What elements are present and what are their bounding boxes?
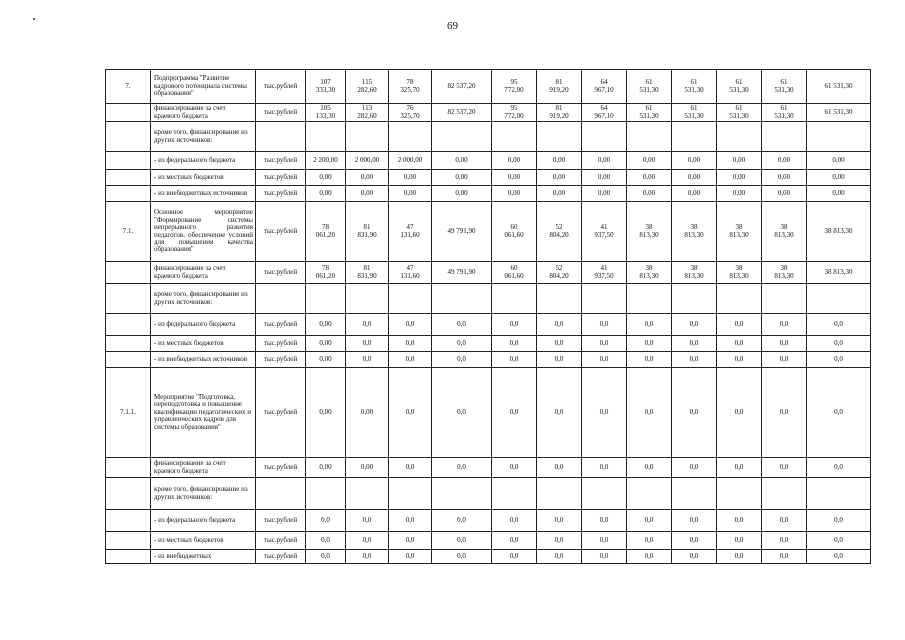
value-cell: 0,00 — [717, 152, 762, 170]
value-cell: 38 813,30 — [717, 202, 762, 262]
value-cell — [762, 478, 807, 510]
value-cell: 61 531,30 — [762, 70, 807, 104]
value-cell: 0,0 — [807, 550, 871, 564]
unit-cell: тыс.рублей — [256, 70, 306, 104]
value-cell — [537, 478, 582, 510]
value-cell: 0,0 — [582, 336, 627, 352]
value-cell: 0,0 — [762, 532, 807, 550]
description-cell: - из местных бюджетов — [151, 170, 256, 186]
value-cell: 0,0 — [627, 368, 672, 458]
description-cell: - из федерального бюджета — [151, 152, 256, 170]
value-cell: 0,0 — [627, 550, 672, 564]
value-cell: 0,00 — [717, 186, 762, 202]
value-cell: 0,0 — [627, 336, 672, 352]
value-cell: 0,0 — [389, 458, 432, 478]
value-cell: 0,0 — [717, 532, 762, 550]
value-cell: 0,00 — [389, 186, 432, 202]
unit-cell — [256, 284, 306, 314]
value-cell: 0,0 — [672, 510, 717, 532]
value-cell: 0,0 — [672, 336, 717, 352]
table-row — [106, 510, 871, 532]
table-row — [106, 550, 871, 564]
value-cell: 0,0 — [807, 314, 871, 336]
value-cell: 0,0 — [537, 368, 582, 458]
value-cell: 61 531,30 — [672, 70, 717, 104]
unit-cell — [256, 122, 306, 152]
value-cell: 0,0 — [717, 458, 762, 478]
value-cell: 113 282,60 — [346, 104, 389, 122]
description-cell: финансирование за счет краевого бюджета — [151, 458, 256, 478]
unit-cell: тыс.рублей — [256, 104, 306, 122]
value-cell: 49 791,90 — [432, 262, 492, 284]
row-number-cell — [106, 532, 151, 550]
value-cell: 0,0 — [762, 510, 807, 532]
value-cell: 52 804,20 — [537, 202, 582, 262]
value-cell: 0,0 — [346, 532, 389, 550]
table-row — [106, 368, 871, 458]
value-cell: 0,0 — [807, 352, 871, 368]
table-row — [106, 70, 871, 104]
value-cell: 78 325,70 — [389, 70, 432, 104]
value-cell: 0,0 — [807, 368, 871, 458]
value-cell: 0,00 — [537, 170, 582, 186]
value-cell: 0,00 — [672, 186, 717, 202]
value-cell: 0,00 — [762, 186, 807, 202]
value-cell — [492, 122, 537, 152]
value-cell: 0,0 — [492, 550, 537, 564]
value-cell: 0,0 — [492, 458, 537, 478]
table-row — [106, 152, 871, 170]
value-cell: 61 531,30 — [627, 104, 672, 122]
value-cell: 0,0 — [492, 352, 537, 368]
value-cell: 0,00 — [627, 152, 672, 170]
value-cell: 0,0 — [537, 458, 582, 478]
value-cell — [306, 122, 346, 152]
value-cell: 95 772,00 — [492, 104, 537, 122]
table-row — [106, 262, 871, 284]
value-cell — [807, 122, 871, 152]
value-cell: 38 813,30 — [762, 202, 807, 262]
value-cell: 0,0 — [432, 532, 492, 550]
description-cell: - из местных бюджетов — [151, 336, 256, 352]
unit-cell: тыс.рублей — [256, 458, 306, 478]
value-cell: 0,0 — [807, 336, 871, 352]
value-cell: 38 813,30 — [807, 202, 871, 262]
value-cell: 2 200,00 — [306, 152, 346, 170]
value-cell — [492, 478, 537, 510]
row-number-cell: 7.1. — [106, 202, 151, 262]
value-cell: 0,0 — [762, 314, 807, 336]
value-cell — [807, 478, 871, 510]
row-number-cell — [106, 170, 151, 186]
table-row — [106, 284, 871, 314]
value-cell: 0,00 — [807, 186, 871, 202]
value-cell: 0,0 — [582, 458, 627, 478]
value-cell: 0,0 — [306, 532, 346, 550]
value-cell: 105 133,30 — [306, 104, 346, 122]
value-cell: 0,0 — [807, 458, 871, 478]
value-cell: 0,00 — [432, 186, 492, 202]
value-cell: 0,0 — [627, 510, 672, 532]
value-cell — [389, 122, 432, 152]
value-cell: 0,0 — [346, 336, 389, 352]
value-cell: 38 813,30 — [627, 262, 672, 284]
unit-cell: тыс.рублей — [256, 352, 306, 368]
value-cell: 81 831,90 — [346, 202, 389, 262]
value-cell: 0,0 — [582, 368, 627, 458]
value-cell: 0,0 — [389, 550, 432, 564]
unit-cell: тыс.рублей — [256, 336, 306, 352]
value-cell: 0,0 — [389, 314, 432, 336]
value-cell: 0,00 — [306, 458, 346, 478]
value-cell: 2 000,00 — [346, 152, 389, 170]
value-cell: 115 282,60 — [346, 70, 389, 104]
value-cell — [672, 122, 717, 152]
value-cell: 49 791,90 — [432, 202, 492, 262]
value-cell: 0,0 — [672, 314, 717, 336]
value-cell: 0,0 — [389, 336, 432, 352]
value-cell: 0,0 — [492, 368, 537, 458]
value-cell — [537, 284, 582, 314]
value-cell — [627, 284, 672, 314]
value-cell — [346, 284, 389, 314]
row-number-cell: 7. — [106, 70, 151, 104]
value-cell: 0,0 — [432, 352, 492, 368]
description-cell: финансирование за счет краевого бюджета — [151, 104, 256, 122]
value-cell: 0,00 — [762, 170, 807, 186]
value-cell: 0,0 — [627, 352, 672, 368]
row-number-cell — [106, 314, 151, 336]
value-cell: 0,0 — [672, 458, 717, 478]
value-cell — [762, 284, 807, 314]
value-cell — [672, 284, 717, 314]
value-cell — [432, 478, 492, 510]
value-cell: 0,0 — [432, 550, 492, 564]
unit-cell: тыс.рублей — [256, 186, 306, 202]
value-cell: 60 061,60 — [492, 202, 537, 262]
value-cell — [582, 284, 627, 314]
value-cell: 0,00 — [432, 170, 492, 186]
description-cell: - из внебюджетных источников — [151, 186, 256, 202]
value-cell: 0,0 — [389, 510, 432, 532]
table-row — [106, 202, 871, 262]
unit-cell: тыс.рублей — [256, 532, 306, 550]
value-cell: 0,0 — [432, 458, 492, 478]
value-cell: 41 937,50 — [582, 262, 627, 284]
value-cell: 0,0 — [582, 314, 627, 336]
value-cell: 0,0 — [762, 550, 807, 564]
row-number-cell — [106, 152, 151, 170]
description-cell: кроме того, финансирование из других источников: — [151, 478, 256, 510]
value-cell: 0,0 — [717, 510, 762, 532]
value-cell: 0,0 — [537, 314, 582, 336]
value-cell: 0,0 — [582, 550, 627, 564]
value-cell: 61 531,30 — [672, 104, 717, 122]
row-number-cell — [106, 550, 151, 564]
value-cell: 0,0 — [537, 336, 582, 352]
row-number-cell — [106, 284, 151, 314]
value-cell — [306, 284, 346, 314]
value-cell: 0,00 — [432, 152, 492, 170]
unit-cell: тыс.рублей — [256, 510, 306, 532]
value-cell: 0,0 — [492, 314, 537, 336]
table-row — [106, 170, 871, 186]
value-cell: 0,0 — [346, 314, 389, 336]
value-cell — [432, 284, 492, 314]
description-cell: - из федерального бюджета — [151, 510, 256, 532]
value-cell: 0,00 — [492, 152, 537, 170]
value-cell: 61 531,30 — [807, 70, 871, 104]
value-cell: 64 967,10 — [582, 104, 627, 122]
value-cell: 76 325,70 — [389, 104, 432, 122]
value-cell — [717, 284, 762, 314]
row-number-cell: 7.1.1. — [106, 368, 151, 458]
value-cell: 61 531,30 — [717, 70, 762, 104]
value-cell: 38 813,30 — [807, 262, 871, 284]
unit-cell: тыс.рублей — [256, 314, 306, 336]
row-number-cell — [106, 478, 151, 510]
value-cell: 0,0 — [672, 352, 717, 368]
value-cell: 0,00 — [807, 152, 871, 170]
value-cell: 0,00 — [306, 352, 346, 368]
unit-cell: тыс.рублей — [256, 170, 306, 186]
value-cell: 38 813,30 — [762, 262, 807, 284]
budget-table — [105, 69, 871, 564]
value-cell: 81 831,90 — [346, 262, 389, 284]
row-number-cell — [106, 104, 151, 122]
value-cell: 61 531,30 — [717, 104, 762, 122]
table-row — [106, 104, 871, 122]
value-cell: 0,0 — [582, 532, 627, 550]
value-cell: 2 000,00 — [389, 152, 432, 170]
value-cell: 0,0 — [582, 510, 627, 532]
value-cell: 0,0 — [627, 458, 672, 478]
value-cell: 0,0 — [717, 550, 762, 564]
description-cell: - из федерального бюджета — [151, 314, 256, 336]
value-cell: 0,00 — [306, 336, 346, 352]
value-cell: 0,0 — [762, 368, 807, 458]
value-cell: 78 061,20 — [306, 202, 346, 262]
value-cell: 0,0 — [306, 510, 346, 532]
value-cell: 0,0 — [807, 532, 871, 550]
value-cell: 0,00 — [582, 152, 627, 170]
value-cell: 0,0 — [672, 532, 717, 550]
value-cell — [807, 284, 871, 314]
value-cell: 38 813,30 — [672, 202, 717, 262]
value-cell: 0,00 — [306, 368, 346, 458]
value-cell: 0,0 — [762, 336, 807, 352]
value-cell: 0,00 — [346, 368, 389, 458]
value-cell: 0,0 — [582, 352, 627, 368]
value-cell — [582, 478, 627, 510]
value-cell: 52 804,20 — [537, 262, 582, 284]
value-cell: 0,00 — [306, 170, 346, 186]
value-cell — [582, 122, 627, 152]
value-cell: 0,00 — [537, 186, 582, 202]
value-cell: 0,0 — [346, 550, 389, 564]
value-cell: 0,0 — [492, 532, 537, 550]
value-cell: 0,0 — [432, 314, 492, 336]
table-row — [106, 532, 871, 550]
row-number-cell — [106, 262, 151, 284]
unit-cell: тыс.рублей — [256, 202, 306, 262]
row-number-cell — [106, 458, 151, 478]
value-cell: 0,0 — [672, 550, 717, 564]
value-cell — [389, 478, 432, 510]
value-cell: 0,00 — [492, 186, 537, 202]
value-cell: 0,00 — [306, 314, 346, 336]
value-cell: 0,0 — [537, 352, 582, 368]
description-cell: Основное мероприятие "Формирование системы непрерывного развития педагогов, обеспечение условий для повышения качества образования" — [151, 202, 256, 262]
value-cell: 0,0 — [672, 368, 717, 458]
value-cell: 64 967,10 — [582, 70, 627, 104]
value-cell: 0,0 — [346, 510, 389, 532]
description-cell: - из внебюджетных источников — [151, 352, 256, 368]
value-cell: 0,0 — [492, 336, 537, 352]
value-cell — [717, 478, 762, 510]
value-cell — [346, 122, 389, 152]
table-row — [106, 458, 871, 478]
value-cell: 61 531,30 — [627, 70, 672, 104]
value-cell: 0,0 — [762, 352, 807, 368]
value-cell: 0,0 — [432, 368, 492, 458]
table-row — [106, 352, 871, 368]
table-row — [106, 314, 871, 336]
value-cell: 0,00 — [346, 170, 389, 186]
row-number-cell — [106, 122, 151, 152]
value-cell: 0,0 — [717, 352, 762, 368]
value-cell: 0,00 — [346, 458, 389, 478]
description-cell: Подпрограмма "Развитие кадрового потенциала системы образования" — [151, 70, 256, 104]
value-cell: 0,00 — [672, 152, 717, 170]
value-cell: 0,0 — [537, 550, 582, 564]
value-cell: 0,00 — [717, 170, 762, 186]
value-cell: 61 531,30 — [762, 104, 807, 122]
value-cell: 0,00 — [492, 170, 537, 186]
value-cell: 0,00 — [672, 170, 717, 186]
row-number-cell — [106, 336, 151, 352]
value-cell: 0,0 — [389, 368, 432, 458]
row-number-cell — [106, 510, 151, 532]
value-cell: 38 813,30 — [672, 262, 717, 284]
value-cell: 0,00 — [389, 170, 432, 186]
value-cell: 60 061,60 — [492, 262, 537, 284]
value-cell — [672, 478, 717, 510]
value-cell: 0,0 — [389, 532, 432, 550]
value-cell: 0,0 — [627, 314, 672, 336]
value-cell: 0,00 — [582, 170, 627, 186]
row-number-cell — [106, 186, 151, 202]
unit-cell: тыс.рублей — [256, 152, 306, 170]
value-cell: 95 772,00 — [492, 70, 537, 104]
value-cell — [492, 284, 537, 314]
value-cell: 0,00 — [582, 186, 627, 202]
value-cell: 0,0 — [346, 352, 389, 368]
value-cell — [389, 284, 432, 314]
value-cell: 38 813,30 — [717, 262, 762, 284]
page-number: 69 — [447, 20, 458, 32]
value-cell — [717, 122, 762, 152]
value-cell: 0,0 — [717, 336, 762, 352]
value-cell — [627, 478, 672, 510]
value-cell — [627, 122, 672, 152]
value-cell — [762, 122, 807, 152]
value-cell: 82 537,20 — [432, 104, 492, 122]
description-cell: финансирование за счет краевого бюджета — [151, 262, 256, 284]
value-cell: 81 919,20 — [537, 104, 582, 122]
value-cell: 0,00 — [346, 186, 389, 202]
value-cell: 0,0 — [389, 352, 432, 368]
budget-table-body — [106, 70, 871, 564]
value-cell: 0,0 — [717, 368, 762, 458]
unit-cell: тыс.рублей — [256, 262, 306, 284]
value-cell: 0,0 — [537, 532, 582, 550]
value-cell: 0,00 — [627, 170, 672, 186]
description-cell: кроме того, финансирование из других источников: — [151, 284, 256, 314]
value-cell: 0,0 — [537, 510, 582, 532]
value-cell: 47 131,60 — [389, 262, 432, 284]
value-cell: 61 531,30 — [807, 104, 871, 122]
value-cell: 0,00 — [537, 152, 582, 170]
description-cell: - из местных бюджетов — [151, 532, 256, 550]
value-cell: 0,0 — [432, 510, 492, 532]
value-cell: 81 919,20 — [537, 70, 582, 104]
value-cell: 0,0 — [717, 314, 762, 336]
value-cell: 41 937,50 — [582, 202, 627, 262]
row-number-cell — [106, 352, 151, 368]
value-cell — [537, 122, 582, 152]
value-cell: 0,00 — [762, 152, 807, 170]
table-row — [106, 478, 871, 510]
value-cell — [306, 478, 346, 510]
value-cell: 38 813,30 — [627, 202, 672, 262]
value-cell: 0,0 — [432, 336, 492, 352]
description-cell: Мероприятие "Подготовка, переподготовка и повышение квалификации педагогических и управленческих кадров для системы образования" — [151, 368, 256, 458]
table-row — [106, 336, 871, 352]
table-row — [106, 122, 871, 152]
value-cell: 47 131,60 — [389, 202, 432, 262]
value-cell — [432, 122, 492, 152]
value-cell: 78 061,20 — [306, 262, 346, 284]
value-cell: 0,0 — [762, 458, 807, 478]
value-cell: 82 537,20 — [432, 70, 492, 104]
description-cell: - из внебюджетных — [151, 550, 256, 564]
description-cell: кроме того, финансирование из других источников: — [151, 122, 256, 152]
value-cell: 0,0 — [306, 550, 346, 564]
value-cell: 0,00 — [627, 186, 672, 202]
value-cell: 0,0 — [492, 510, 537, 532]
value-cell: 0,00 — [807, 170, 871, 186]
value-cell — [346, 478, 389, 510]
value-cell: 0,00 — [306, 186, 346, 202]
unit-cell: тыс.рублей — [256, 368, 306, 458]
table-row — [106, 186, 871, 202]
unit-cell: тыс.рублей — [256, 550, 306, 564]
unit-cell — [256, 478, 306, 510]
value-cell: 0,0 — [807, 510, 871, 532]
value-cell: 107 333,30 — [306, 70, 346, 104]
value-cell: 0,0 — [627, 532, 672, 550]
